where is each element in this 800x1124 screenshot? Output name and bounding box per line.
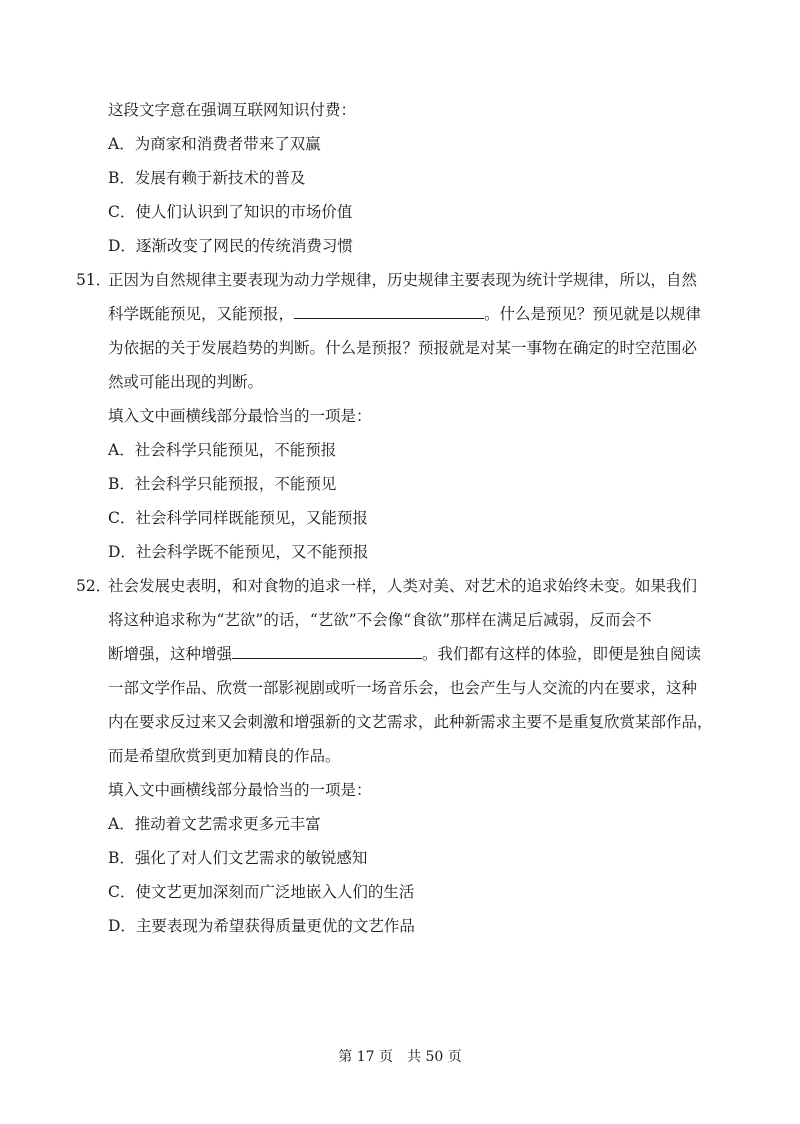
q51-number: 51． bbox=[76, 271, 112, 289]
q51-line-3: 为依据的关于发展趋势的判断。什么是预报？预报就是对某一事物在确定的时空范围必 bbox=[108, 339, 698, 357]
q51-option-d: D．社会科学既不能预见，又不能预报 bbox=[108, 543, 369, 561]
q51-line-2 bbox=[108, 304, 701, 324]
q51-option-c: C．社会科学同样既能预见，又能预报 bbox=[108, 509, 368, 527]
page-number-footer: 第 17 页 共 50 页 bbox=[338, 1049, 462, 1065]
q51-option-a: A．社会科学只能预见，不能预报 bbox=[108, 441, 337, 459]
q51-line-2-before: 科学既能预见，又能预报， bbox=[108, 305, 295, 323]
q52-fill-blank bbox=[232, 644, 422, 659]
q52-prompt: 填入文中画横线部分最恰当的一项是： bbox=[108, 781, 372, 799]
q52-option-d: D．主要表现为希望获得质量更优的文艺作品 bbox=[108, 917, 415, 935]
q52-line-3 bbox=[108, 644, 701, 664]
q52-line-5: 内在要求反过来又会刺激和增强新的文艺需求，此种新需求主要不是重复欣赏某部作品， bbox=[108, 713, 713, 731]
q51-line-4: 然或可能出现的判断。 bbox=[108, 373, 264, 391]
q52-line-2: 将这种追求称为“艺欲”的话，“艺欲”不会像“食欲”那样在满足后减弱，反而会不 bbox=[108, 611, 652, 629]
q52-line-6: 而是希望欣赏到更加精良的作品。 bbox=[108, 747, 341, 765]
q51-option-b: B．社会科学只能预报，不能预见 bbox=[108, 475, 337, 493]
intro-option-c: C．使人们认识到了知识的市场价值 bbox=[108, 203, 353, 221]
q52-line-4: 一部文学作品、欣赏一部影视剧或听一场音乐会，也会产生与人交流的内在要求，这种 bbox=[108, 679, 698, 697]
q52-line-1: 社会发展史表明，和对食物的追求一样，人类对美、对艺术的追求始终未变。如果我们 bbox=[108, 577, 698, 595]
q52-line-3-before: 断增强，这种增强 bbox=[108, 645, 233, 663]
q52-option-c: C．使文艺更加深刻而广泛地嵌入人们的生活 bbox=[108, 883, 415, 901]
intro-option-d: D．逐渐改变了网民的传统消费习惯 bbox=[108, 237, 353, 255]
q51-prompt: 填入文中画横线部分最恰当的一项是： bbox=[108, 407, 372, 425]
q51-line-2-after: 。什么是预见？预见就是以规律 bbox=[484, 305, 702, 323]
intro-option-a: A．为商家和消费者带来了双赢 bbox=[108, 135, 321, 153]
q52-option-b: B．强化了对人们文艺需求的敏锐感知 bbox=[108, 849, 368, 867]
intro-option-b: B．发展有赖于新技术的普及 bbox=[108, 169, 306, 187]
q52-number: 52． bbox=[76, 577, 112, 595]
q52-option-a: A．推动着文艺需求更多元丰富 bbox=[108, 815, 321, 833]
intro-stem-tail: 这段文字意在强调互联网知识付费： bbox=[108, 101, 357, 119]
q51-line-1: 正因为自然规律主要表现为动力学规律，历史规律主要表现为统计学规律，所以，自然 bbox=[108, 271, 698, 289]
q51-fill-blank bbox=[294, 304, 484, 319]
q52-line-3-after: 。我们都有这样的体验，即便是独自阅读 bbox=[422, 645, 702, 663]
